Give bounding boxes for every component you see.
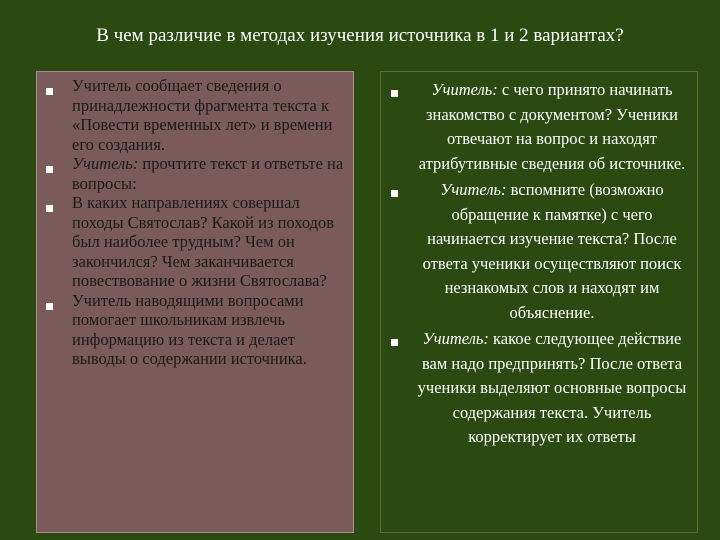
item-text: какое следующее действие вам надо предпринять? После ответа ученики выделяют основные вопросы содержания текста. Учитель корректирует их ответы <box>417 329 687 446</box>
square-bullet-icon <box>46 205 53 212</box>
item-text: прочтите текст и ответьте на вопросы: <box>72 154 344 193</box>
item-text: вспомните (возможно обращение к памятке) с чего начинается изучение текста? После ответа ученики осуществляют поиск незнакомых слов и находят им объяснение. <box>422 180 682 322</box>
item-text-wrapper <box>411 78 693 176</box>
right-bullet-list <box>381 78 699 450</box>
item-text: Учитель сообщает сведения о принадлежности фрагмента текста к «Повести временных лет» и времени его создания. <box>72 76 333 154</box>
item-lead: Учитель: <box>431 80 498 99</box>
item-lead: Учитель: <box>72 154 139 173</box>
item-text: с чего принято начинать знакомство с документом? Ученики отвечают на вопрос и находят атрибутивные сведения об источнике. <box>418 80 686 173</box>
square-bullet-icon <box>391 90 398 97</box>
list-item <box>37 154 355 193</box>
right-panel <box>380 71 698 533</box>
item-text-wrapper <box>411 327 693 450</box>
list-item <box>381 327 699 450</box>
list-item <box>381 78 699 176</box>
item-text: В каких направлениях совершал походы Святослав? Какой из походов был наиболее трудным? Чем он закончился? Чем заканчивается повествование о жизни Святослава? <box>72 193 335 290</box>
left-bullet-list <box>37 76 355 369</box>
square-bullet-icon <box>46 88 53 95</box>
item-text-wrapper <box>72 154 348 193</box>
item-text: Учитель наводящими вопросами помогает школьникам извлечь информацию из текста и делает выводы о содержании источника. <box>72 290 307 368</box>
item-text-wrapper <box>411 178 693 325</box>
left-panel <box>36 71 354 533</box>
square-bullet-icon <box>46 166 53 173</box>
item-lead: Учитель: <box>440 180 507 199</box>
list-item <box>37 291 355 369</box>
square-bullet-icon <box>391 339 398 346</box>
list-item <box>37 76 355 154</box>
list-item <box>381 178 699 325</box>
square-bullet-icon <box>391 190 398 197</box>
square-bullet-icon <box>46 303 53 310</box>
list-item <box>37 193 355 291</box>
item-lead: Учитель: <box>422 329 489 348</box>
slide-title: В чем различие в методах изучения источника в 1 и 2 вариантах? <box>96 25 624 46</box>
